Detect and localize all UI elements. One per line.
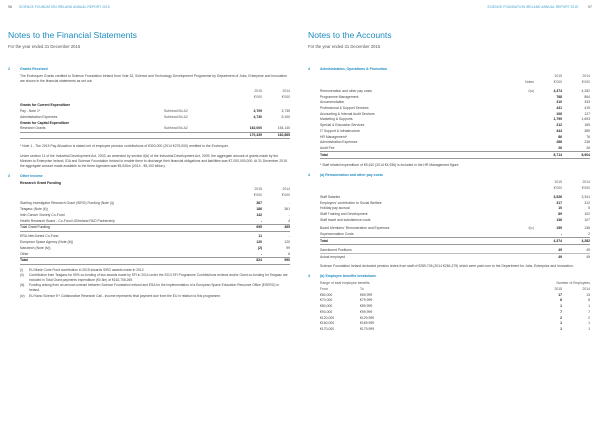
section-heading: 4 Administration, Operations & Promotion (308, 67, 388, 71)
table-row: €160,000 €169,999 1 1 (320, 321, 590, 326)
section-heading: 2 Grants Received (8, 67, 48, 71)
footnote: * Staff related expenditure of €5,610 (2014 €4,936) is included in the HR Management figure. (320, 163, 460, 168)
page-title: Notes to the Accounts (308, 30, 392, 40)
benefits-table: Range of total employee benefits Number of Employees From To 2015 2014 €60,000 €69,999 17 13 €70,000 €79,999 6 8 €80,000 €89,999 1 1 €90,000 €99,999 7 7 €120,000 €129,999 2 2 €160,000 €169,999 1 1 €170,000 €179,999 1 1 (320, 281, 590, 332)
table-row: Special & Education Services 212 169 (320, 123, 590, 128)
table-row: HR Management* 86 76 (320, 134, 590, 139)
table-row: Nanotech (Note (iv)) (2) 99 (20, 245, 290, 250)
section-heading: 4 (a) Remuneration and other pay costs (308, 172, 383, 177)
table-row: Board Members' Remuneration and Expenses 4(c) 159 136 (320, 226, 590, 231)
table-row: Staff Training and Development 89 102 (320, 211, 590, 216)
table-row: Other - 6 (20, 251, 290, 256)
running-header: SCIENCE FOUNDATION IRELAND ANNUAL REPORT 2015 (19, 5, 110, 9)
table-row: Staff Salaries 3,526 3,341 (320, 194, 590, 199)
notes-list (8, 268, 290, 299)
table-row: Research Grants Subhead B4.A2 162,000 154,140 (20, 126, 290, 131)
group-heading: Grants for Capital Expenditure (20, 120, 70, 125)
total-row: Total 824 590 (20, 258, 290, 263)
table-row: Superannuation Costs - 2 (320, 232, 590, 237)
table-row: Employers' contribution to Social Welfare 317 312 (320, 200, 590, 205)
table-row: Actual employed 49 49 (320, 254, 590, 259)
note-item: (iii) Funding arising from an annual contract between Science Foundation Ireland and ESA for the implementation of a European Space Education Resource Office (ESERO) in Ireland. (20, 283, 279, 293)
table-row: Professional & Support Services 431 419 (320, 106, 590, 111)
running-header: SCIENCE FOUNDATION IRELAND ANNUAL REPORT 2015 (487, 5, 578, 9)
table-row: ERA-Net/Joined Co-Fund 11 - (20, 234, 290, 239)
table-row: Starting Investigator Research Grant (SIRG) Funding (Note (i)) 367 - (20, 201, 290, 206)
table-row: European Space Agency (Note (iii)) 120 120 (20, 240, 290, 245)
table-row: €90,000 €99,999 7 7 (320, 309, 590, 314)
footnote: * Note 1 - The 2015 Pay Allocation is stated net of employee pension contributions of €303,000 (2014 €276,000) remitted to the Exchequer. (20, 144, 229, 149)
other-income-table: 2015 2014 €'000 €'000 Starting Investigator Research Grant (SIRG) Funding (Note (i)) 367 - Teagasc (Note (ii)) 186 361 Irish Cancer Society Co-Fund 142 - Health Research Board - Co-Fund US/Ireland R&D Partnership - 4 Total Grant Funding 695 365 ERA-Net/Joined Co-Fund 11 - European Space Agency (Note (iii)) 120 120 Nanotech (Note (iv)) (2) 99 Other - 6 Total 824 590 (20, 186, 290, 263)
grants-table: 2015 2014 €'000 €'000 Grants for Current Expenditure Pay - Note 1* Subhead B4.A2 3,709 3,735 Administration Expenses Subhead B4.A2 4,730 5,100 Grants for Capital Expenditure Research Grants Subhead B4.A2 162,000 154,140 170,439 162,865 (20, 88, 290, 138)
section-heading: 4 (b) Employee benefits breakdown (308, 273, 376, 278)
section-paragraph: The Exchequer Grants credited to Science Foundation Ireland from Vote 32, Science and Technology Development Programme by Department of Jobs, Enterprise and Innovation are shown in the financial statements as set out: (20, 74, 288, 83)
table-row: Accounting & Internal Audit Services 106 127 (320, 111, 590, 116)
total-row: 170,439 162,865 (20, 132, 290, 139)
section-paragraph: Under section 11 of the Industrial Development Act, 2003, as amended by section 6(b) of the Industrial Development Act, 2009, the aggregate amount of grants made by the Minister to Enterprise Ireland, IDA and Science Foundation Ireland to enable them to discharge their financial obligations and liabilities was €7,000,000,000. At 31 December 2015 the aggregate amount made available to the three Agencies was €5,526m (2014 - €5,190 billion). (20, 154, 287, 168)
admin-ops-table: 2015 2014 Notes €'000 €'000 Remuneration and other pay costs 4(a) 4,374 4,282 Programme Management 768 864 Accommodation 310 333 Professional & Support Services 431 419 Accounting & Internal Audit Services 106 127 Marketing & Supports 1,799 1,693 Special & Education Services 212 169 IT Support & Infrastructure 344 389 HR Management* 86 76 Administration Expenses 288 236 Audit Fee 26 26 Total 8,714 8,904 (320, 74, 590, 157)
table-row: €170,000 €179,999 1 1 (320, 327, 590, 332)
table-row: Sanctioned Positions 49 49 (320, 248, 590, 253)
page-subtitle: For the year ended 31 December 2015 (308, 44, 381, 49)
table-row: €60,000 €69,999 17 13 (320, 292, 590, 297)
table-row: €120,000 €129,999 2 2 (320, 315, 590, 320)
page-title: Notes to the Financial Statements (8, 30, 137, 40)
table-row: Administration Expenses Subhead B4.A2 4,730 5,100 (20, 114, 290, 119)
sub-heading: Research Grant Funding (20, 181, 61, 186)
table-row: Programme Management 768 864 (320, 94, 590, 99)
table-row: Audit Fee 26 26 (320, 146, 590, 151)
table-row: Irish Cancer Society Co-Fund 142 - (20, 212, 290, 217)
section-paragraph: Science Foundation Ireland deducted pension levies from staff of €289,705 (2014 €284,279) which were paid over to the Department for Jobs, Enterprise and Innovation. (320, 264, 574, 269)
table-row: Staff travel and subsistence costs 136 107 (320, 217, 590, 222)
total-row: Total 8,714 8,904 (320, 152, 590, 157)
total-row: Total 4,374 4,282 (320, 238, 590, 243)
table-row: €80,000 €89,999 1 1 (320, 304, 590, 309)
subtotal-row: Total Grant Funding 695 365 (20, 225, 290, 230)
table-row: IT Support & Infrastructure 344 389 (320, 128, 590, 133)
page-subtitle: For the year ended 31 December 2015 (8, 44, 81, 49)
table-row: Administration Expenses 288 236 (320, 140, 590, 145)
page-number: 96 (8, 5, 12, 9)
note-item: (ii) Contribution from Teagasc for 50% co-funding of two awards made by SFI in 2014 under the 2013 SFI Programme Contributions reviews and/or Grant co-funding for Teagasc are included in Total Grant payments expenditure (€0.5m) of €162,706,269. (20, 273, 288, 282)
table-row: Accommodation 310 333 (320, 100, 590, 105)
group-heading: Grants for Current Expenditure (20, 103, 71, 108)
table-row: Remuneration and other pay costs 4(a) 4,374 4,282 (320, 88, 590, 93)
table-row: Pay - Note 1* Subhead B4.A2 3,709 3,735 (20, 109, 290, 114)
right-page (300, 0, 600, 424)
page-number: 97 (588, 5, 592, 9)
notes-content (308, 64, 590, 332)
section-heading: 3 Other Income (8, 174, 43, 179)
table-row: Health Research Board - Co-Fund US/Ireland R&D Partnership - 4 (20, 218, 290, 223)
table-row: Teagasc (Note (ii)) 186 361 (20, 207, 290, 212)
note-item: (iv) EU Nano Science E+ Collaborative Research Call - income represents final payment due from the EU in relation to this programme. (20, 293, 221, 298)
note-item: (i) EU Marie Curie Fund contribution in 2015 towards SIRG awards made in 2012. (20, 267, 145, 272)
remuneration-table: 2015 2014 €'000 €'000 Staff Salaries 3,526 3,341 Employers' contribution to Social Welfare 317 312 Holiday pay accrual 10 5 Staff Training and Development 89 102 Staff travel and subsistence costs 136 107 Board Members' Remuneration and Expenses 4(c) 159 136 Superannuation Costs - 2 Total 4,374 4,282 Sanctioned Positions 49 49 Actual employed 49 49 (320, 180, 590, 259)
table-row: €70,000 €79,999 6 8 (320, 298, 590, 303)
table-row: Holiday pay accrual 10 5 (320, 206, 590, 211)
notes-content (8, 64, 290, 298)
table-row: Marketing & Supports 1,799 1,693 (320, 117, 590, 122)
